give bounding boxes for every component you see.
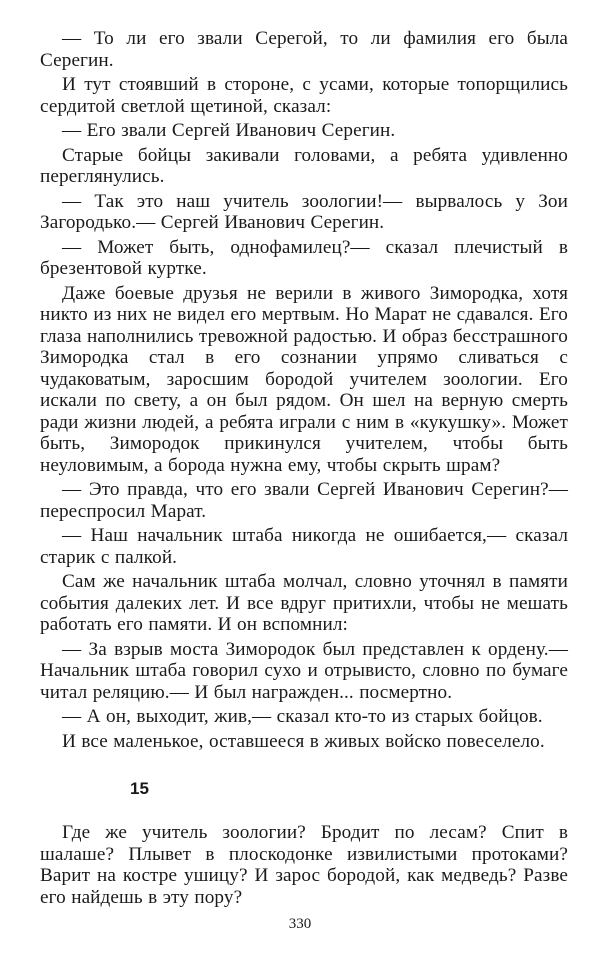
paragraph-5: — Так это наш учитель зоологии!— вырвалось у Зои Загородько.— Сергей Иванович Серегин. — [40, 190, 568, 233]
chapter-paragraph-1: Где же учитель зоологии? Бродит по лесам? Спит в шалаше? Плывет в плоскодонке извилистыми протоками? Варит на костре ушицу? И зарос бородой, как медведь? Разве его найдешь в эту пору? — [40, 822, 568, 908]
paragraph-12: — А он, выходит, жив,— сказал кто-то из старых бойцов. — [62, 706, 543, 727]
page-body — [40, 28, 568, 755]
paragraph-9: — Наш начальник штаба никогда не ошибается,— сказал старик с палкой. — [40, 525, 568, 568]
paragraph-1: — То ли его звали Серегой, то ли фамилия его была Серегин. — [40, 28, 568, 71]
paragraph-3: — Его звали Сергей Иванович Серегин. — [62, 120, 396, 141]
paragraph-7: Даже боевые друзья не верили в живого Зимородка, хотя никто из них не видел его мертвым. Но Марат не сдавался. Его глаза наполнились тревожной радостью. И образ бесстрашного Зимородка стал в его сознании упрямо сливаться с чудаковатым, заросшим бородой учителем зоологии. Его искали по свету, а он был рядом. Он шел на верную смерть ради жизни людей, а ребята играли с ним в «кукушку». Может быть, Зимородок прикинулся учителем, чтобы быть неуловимым, а борода нужна ему, чтобы скрыть шрам? — [40, 282, 568, 476]
chapter-number: 15 — [130, 779, 149, 798]
paragraph-2: И тут стоявший в стороне, с усами, которые топорщились сердитой светлой щетиной, сказал: — [40, 74, 568, 117]
paragraph-4: Старые бойцы закивали головами, а ребята удивленно переглянулись. — [40, 144, 568, 187]
paragraph-11: — За взрыв моста Зимородок был представлен к ордену.— Начальник штаба говорил сухо и отрывисто, словно по бумаге читал реляцию.— И был награжден... посмертно. — [40, 638, 568, 703]
paragraph-8: — Это правда, что его звали Сергей Иванович Серегин?— переспросил Марат. — [40, 479, 568, 522]
chapter-body — [40, 822, 568, 911]
paragraph-6: — Может быть, однофамилец?— сказал плечистый в брезентовой куртке. — [40, 236, 568, 279]
paragraph-13: И все маленькое, оставшееся в живых войско повеселело. — [62, 730, 545, 752]
paragraph-10: Сам же начальник штаба молчал, словно уточнял в памяти события далеких лет. И все вдруг притихли, чтобы не мешать работать его памяти. И он вспомнил: — [40, 571, 568, 635]
page-number: 330 — [288, 916, 312, 932]
